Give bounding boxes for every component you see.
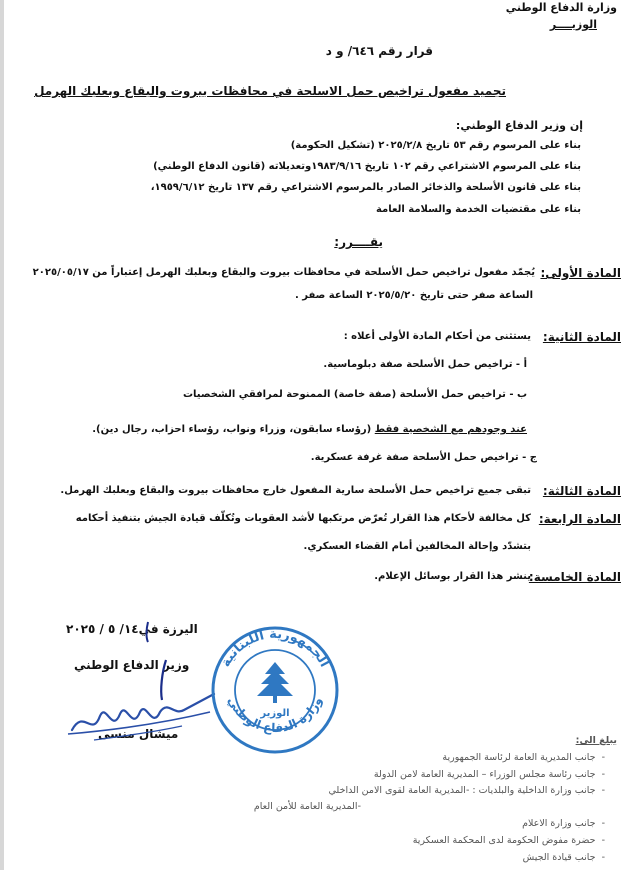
svg-text:الوزير: الوزير (260, 708, 290, 719)
article2-item-b: ب - تراخيص حمل الأسلحة (صفة خاصة) الممنوحة لمرافقي الشخصيات (182, 389, 527, 400)
svg-text:الجمهورية اللبنانية: الجمهورية اللبنانية (218, 626, 332, 670)
distribution-item: - حضرة مفوض الحكومة لدى المحكمة العسكرية (412, 835, 605, 846)
article2-item-a: أ - تراخيص حمل الأسلحة صفة دبلوماسية. (323, 359, 527, 370)
article2-item-c: ج - تراخيص حمل الأسلحة صفة غرفة عسكرية. (310, 452, 537, 463)
article3-text: تبقى جميع تراخيص حمل الأسلحة سارية المفعول خارج محافظات بيروت والبقاع وبعلبك الهرمل. (60, 485, 531, 496)
distribution-heading: يبلغ الى: (575, 735, 617, 746)
article4-text: كل مخالفة لأحكام هذا القرار تُعرّض مرتكبها لأشد العقوبات وتُكلّف قيادة الجيش بتنفيذ أحكامه (75, 513, 531, 524)
preamble-line: بناء على مقتضيات الخدمة والسلامة العامة (375, 204, 581, 215)
article5-label: المادة الخامسة: (528, 570, 621, 584)
preamble-line: بناء على المرسوم الاشتراعي رقم ١٠٢ تاريخ ١٩٨٣/٩/١٦وتعديلاته (قانون الدفاع الوطني) (153, 161, 581, 172)
distribution-item: - جانب المديرية العامة لرئاسة الجمهورية (442, 752, 605, 763)
authority-line: إن وزير الدفاع الوطني: (455, 119, 583, 132)
preamble-line: بناء على المرسوم رقم ٥٣ تاريخ ٢٠٢٥/٢/٨ (تشكيل الحكومة) (290, 140, 581, 151)
signatory-name: ميشال منسى (98, 727, 179, 741)
decision-number: قرار رقم ٦٤٦/ و د (325, 44, 433, 58)
preamble-line: بناء على قانون الأسلحة والذخائر الصادر بالمرسوم الاشتراعي رقم ١٣٧ تاريخ ١٩٥٩/٦/١٢، (150, 182, 581, 193)
handwritten-signature (64, 690, 224, 750)
article5-text: ينشر هذا القرار بوسائل الإعلام. (374, 571, 531, 582)
distribution-item: -المديرية العامة للأمن العام (253, 801, 361, 812)
condition-rest: (رؤساء سابقون، وزراء ونواب، رؤساء احزاب، رجال دين). (92, 424, 375, 435)
article1-text: الساعة صفر حتى تاريخ ٢٠٢٥/٥/٢٠ الساعة صفر . (294, 290, 533, 301)
article4-text: بتشدّد وإحالة المخالفين أمام القضاء العسكري. (303, 541, 531, 552)
signature-date: اليرزة في١٤/ ٥ / ٢٠٢٥ (66, 622, 198, 636)
decides-heading: يقــــرر: (334, 235, 383, 249)
distribution-item: - جانب رئاسة مجلس الوزراء – المديرية العامة لامن الدولة (373, 769, 605, 780)
cedar-icon (257, 662, 293, 703)
distribution-item: - جانب وزارة الاعلام (522, 818, 605, 829)
ministry-seal (205, 616, 345, 756)
distribution-item: - جانب قيادة الجيش (522, 852, 605, 863)
article1-text: يُجمّد مفعول تراخيص حمل الأسلحة في محافظات بيروت والبقاع وبعلبك الهرمل إعتباراً من ٢٠٢٥/٠٥/١٧ (32, 267, 535, 278)
article4-label: المادة الرابعة: (538, 512, 621, 526)
article2-intro: يستثنى من أحكام المادة الأولى أعلاه : (343, 331, 531, 342)
article1-label: المادة الأولى: (540, 266, 621, 280)
distribution-item: - جانب وزارة الداخلية والبلديات : -المديرية العامة لقوى الامن الداخلي (328, 785, 605, 796)
office-name: الوزيــــر (549, 18, 597, 31)
article2-label: المادة الثانية: (542, 330, 621, 344)
condition-underlined: عند وجودهم مع الشخصية فقط (374, 424, 527, 435)
svg-text:وزارة الدفاع الوطني: وزارة الدفاع الوطني (225, 694, 325, 736)
decision-title: تجميد مفعول تراخيص حمل الاسلحة في محافظات بيروت والبقاع وبعلبك الهرمل (34, 84, 506, 98)
article3-label: المادة الثالثة: (542, 484, 621, 498)
signatory-title: وزير الدفاع الوطني (74, 658, 190, 672)
ministry-name: وزارة الدفاع الوطني (505, 1, 617, 14)
